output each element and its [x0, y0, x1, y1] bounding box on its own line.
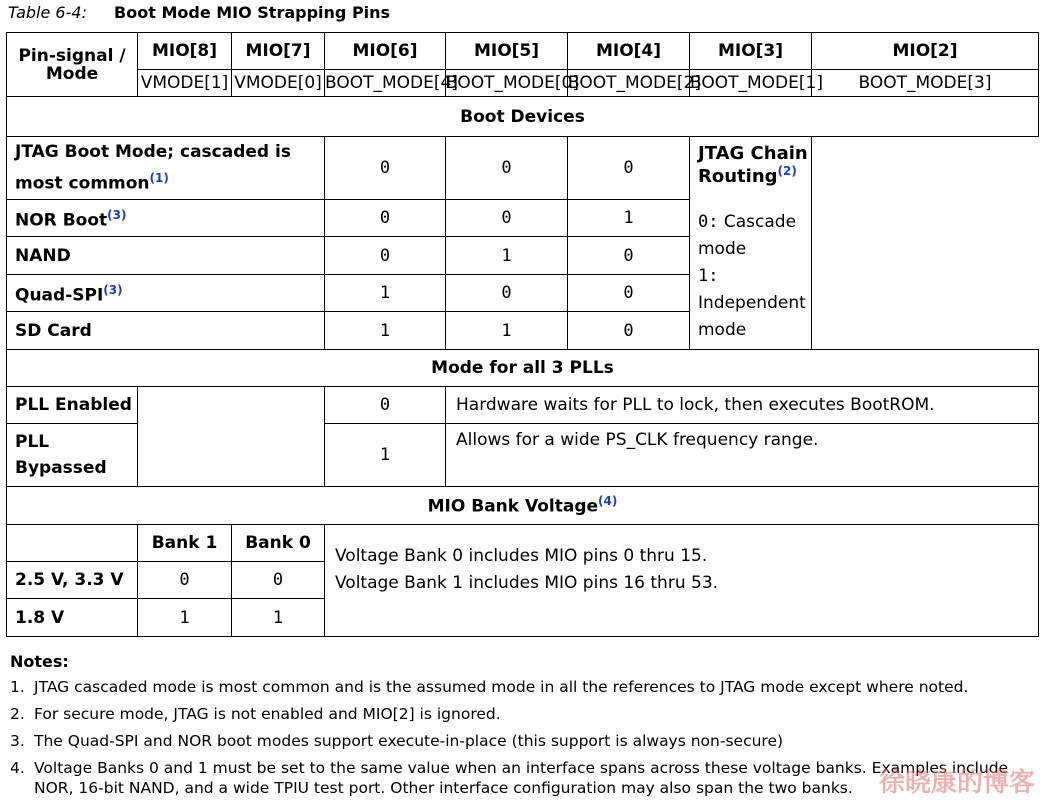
row-label-sd-card: SD Card — [7, 312, 325, 350]
table-cell: 1 — [138, 599, 232, 637]
table-row — [7, 312, 1039, 350]
table-cell: 1 — [325, 424, 446, 487]
footnote-ref: (4) — [598, 494, 618, 509]
boot-mode-table — [6, 32, 1039, 637]
signal-boot-mode4: BOOT_MODE[4] — [325, 70, 446, 97]
row-label-2v5-3v3: 2.5 V, 3.3 V — [7, 562, 138, 599]
table-cell: 0 — [446, 275, 568, 312]
row-label-nor: NOR Boot$^{(3)}$ — [7, 200, 325, 237]
table-cell: 0 — [446, 137, 568, 200]
table-cell: 0 — [568, 237, 690, 275]
list-item: 4. Voltage Banks 0 and 1 must be set to the same value when an interface spans across these voltage banks. Examples include NOR, 16-bit NAND, and a wide TPIU test port. Other interface configuration may also span the two banks. — [10, 759, 1009, 797]
signal-vmode0: VMODE[0] — [232, 70, 325, 97]
table-cell: 1 — [446, 237, 568, 275]
table-cell: 0 — [325, 200, 446, 237]
table-cell: 0 — [325, 137, 446, 200]
signal-boot-mode2: BOOT_MODE[2] — [568, 70, 690, 97]
table-caption — [8, 3, 390, 22]
table-title: Boot Mode MIO Strapping Pins — [114, 3, 391, 22]
signal-boot-mode1: BOOT_MODE[1] — [690, 70, 812, 97]
signal-boot-mode3: BOOT_MODE[3] — [812, 70, 1039, 97]
table-cell: 0 — [232, 562, 325, 599]
bank1-header: Bank 1 — [138, 525, 232, 562]
row-label-1v8: 1.8 V — [7, 599, 138, 637]
col-mio2: MIO[2] — [812, 33, 1039, 70]
bank0-header: Bank 0 — [232, 525, 325, 562]
table-cell: 0 — [446, 200, 568, 237]
row-label-nand: NAND — [7, 237, 325, 275]
table-row — [7, 137, 1039, 200]
col-mio5: MIO[5] — [446, 33, 568, 70]
footnote-ref: (3) — [103, 283, 123, 298]
footnote-ref: (1) — [149, 171, 169, 186]
col-mio8: MIO[8] — [138, 33, 232, 70]
table-row — [7, 200, 1039, 237]
table-cell: 0 — [568, 312, 690, 350]
voltage-bank0-desc: Voltage Bank 0 includes MIO pins 0 thru 15. — [335, 546, 708, 566]
voltage-bank-desc — [325, 525, 1039, 637]
pll-enabled-desc: Hardware waits for PLL to lock, then executes BootROM. — [446, 387, 1039, 424]
mio-bank-voltage-heading: MIO Bank Voltage$^{(4)}$ — [7, 487, 1039, 525]
notes-heading: Notes: — [10, 652, 69, 671]
col-mio3: MIO[3] — [690, 33, 812, 70]
list-item: 3. The Quad-SPI and NOR boot modes support execute-in-place (this support is always non-secure) — [10, 732, 784, 750]
list-item: 1. JTAG cascaded mode is most common and is the assumed mode in all the references to JTAG mode except where noted. — [10, 678, 969, 696]
table-cell: 1 — [325, 275, 446, 312]
row-label-pll-enabled: PLL Enabled — [7, 387, 138, 424]
col-mio7: MIO[7] — [232, 33, 325, 70]
table-row — [7, 387, 1039, 424]
table-cell: 1 — [446, 312, 568, 350]
jtag-chain-title: JTAG Chain Routing$^{(2)}$ — [698, 142, 808, 187]
footnote-ref: (3) — [107, 208, 127, 223]
col-mio6: MIO[6] — [325, 33, 446, 70]
jtag-chain-routing-cell — [690, 137, 812, 350]
signal-vmode1: VMODE[1] — [138, 70, 232, 97]
table-cell: 1 — [325, 312, 446, 350]
table-cell: 1 — [232, 599, 325, 637]
row-label-quad-spi: Quad-SPI$^{(3)}$ — [7, 275, 325, 312]
row-label-pll-bypassed: PLL Bypassed — [7, 424, 138, 487]
jtag-cascade-mode: 0: Cascade mode — [698, 211, 797, 259]
col-mio4: MIO[4] — [568, 33, 690, 70]
table-cell: 0 — [138, 562, 232, 599]
table-row — [7, 275, 1039, 312]
table-row — [7, 237, 1039, 275]
empty-cell — [138, 387, 325, 487]
table-cell: 0 — [325, 387, 446, 424]
table-cell: 1 — [568, 200, 690, 237]
list-item: 2. For secure mode, JTAG is not enabled and MIO[2] is ignored. — [10, 705, 501, 723]
pin-signal-header: Pin-signal / Mode — [7, 33, 138, 97]
table-cell: 0 — [568, 275, 690, 312]
empty-cell — [7, 525, 138, 562]
watermark: 徐晓康的博客 — [878, 768, 1035, 798]
table-cell: 0 — [325, 237, 446, 275]
boot-devices-heading: Boot Devices — [7, 97, 1039, 137]
pll-heading: Mode for all 3 PLLs — [7, 350, 1039, 387]
jtag-independent-mode: 1: Independent mode — [698, 265, 806, 340]
pll-bypassed-desc: Allows for a wide PS_CLK frequency range. — [446, 424, 1039, 487]
signal-boot-mode0: BOOT_MODE[0] — [446, 70, 568, 97]
table-row — [7, 525, 1039, 562]
table-cell: 0 — [568, 137, 690, 200]
table-number: Table 6-4: — [8, 3, 87, 22]
voltage-bank1-desc: Voltage Bank 1 includes MIO pins 16 thru 53. — [335, 573, 719, 593]
row-label-jtag: JTAG Boot Mode; cascaded is most common$^{(1)}$ — [7, 137, 325, 200]
